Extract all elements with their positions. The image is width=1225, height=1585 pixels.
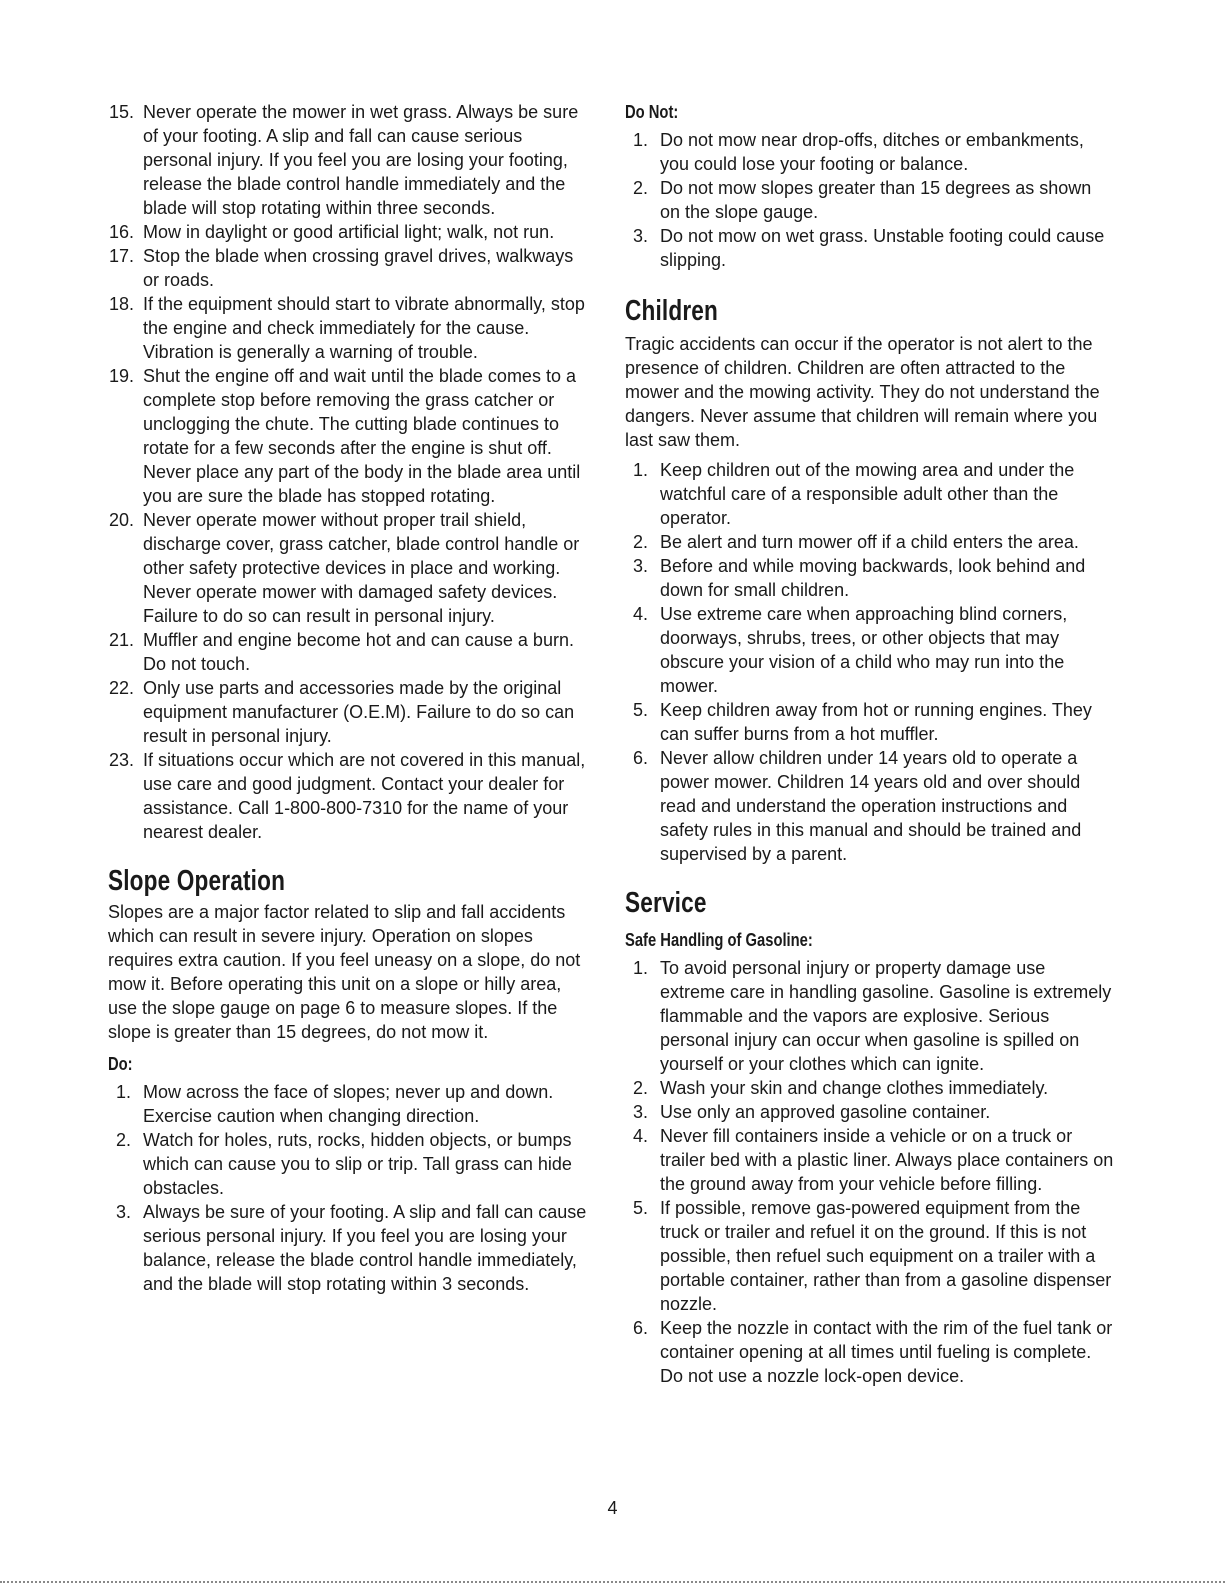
item-number: 5. [632,700,648,720]
item-text: If the equipment should start to vibrate abnormally, stop the engine and check immediately for the cause. Vibration is generally a warning of trouble. [143,294,585,362]
left-column [108,100,592,1296]
slope-operation-heading: Slope Operation [108,865,286,897]
children-paragraph: Tragic accidents can occur if the operator is not alert to the presence of children. Children are often attracted to the mower and the mowing activity. They do not understand the dangers. Never assume that children will remain where you last saw them. [625,334,1100,450]
item-number: 4. [632,604,648,624]
list-item [108,628,592,676]
list-item [625,1124,1115,1196]
list-item [108,364,592,508]
item-text: Shut the engine off and wait until the blade comes to a complete stop before removing the grass catcher or unclogging the chute. The cutting blade continues to rotate for a few seconds after the engine is shut off. Never place any part of the body in the blade area until you are sure the blade has stopped rotating. [143,366,581,506]
list-item [108,1080,592,1128]
item-text: Do not mow near drop-offs, ditches or embankments, you could lose your footing or balance. [660,130,1084,174]
item-number: 22. [108,678,134,698]
item-text: Keep children away from hot or running engines. They can suffer burns from a hot muffler. [660,700,1092,744]
item-text: Do not mow on wet grass. Unstable footing could cause slipping. [660,226,1105,270]
item-text: Stop the blade when crossing gravel drives, walkways or roads. [143,246,574,290]
right-column [625,100,1115,1388]
item-text: Mow in daylight or good artificial light; walk, not run. [143,222,555,242]
item-text: Watch for holes, ruts, rocks, hidden objects, or bumps which can cause you to slip or trip. Tall grass can hide obstacles. [143,1130,572,1198]
item-text: Before and while moving backwards, look behind and down for small children. [660,556,1086,600]
item-number: 2. [115,1130,131,1150]
item-number: 2. [632,1078,648,1098]
item-number: 17. [108,246,134,266]
gasoline-list [625,956,1115,1388]
item-text: Only use parts and accessories made by the original equipment manufacturer (O.E.M). Failure to do so can result in personal injury. [143,678,575,746]
item-text: Be alert and turn mower off if a child enters the area. [660,532,1079,552]
item-text: Muffler and engine become hot and can cause a burn. Do not touch. [143,630,574,674]
item-text: If situations occur which are not covered in this manual, use care and good judgment. Contact your dealer for assistance. Call 1-800-800-7310 for the name of your nearest dealer. [143,750,586,842]
item-text: Always be sure of your footing. A slip and fall can cause serious personal injury. If you feel you are losing your balance, release the blade control handle immediately, and the blade will stop rotating within 3 seconds. [143,1202,587,1294]
list-item [625,128,1115,176]
list-item [625,1196,1115,1316]
list-item [625,554,1115,602]
page-number: 4 [607,1498,618,1518]
list-item [625,698,1115,746]
children-heading: Children [625,295,718,327]
item-number: 3. [632,226,648,246]
list-item [108,100,592,220]
item-text: Keep the nozzle in contact with the rim of the fuel tank or container opening at all times until fueling is complete. Do not use a nozzle lock-open device. [660,1318,1113,1386]
slope-do-not-list [625,128,1115,272]
list-item [625,1100,1115,1124]
item-number: 4. [632,1126,648,1146]
list-item [625,956,1115,1076]
list-item [108,1200,592,1296]
slope-do-list [108,1080,592,1296]
item-text: Mow across the face of slopes; never up and down. Exercise caution when changing direction. [143,1082,554,1126]
item-text: Use only an approved gasoline container. [660,1102,991,1122]
list-item [108,220,592,244]
item-number: 3. [632,556,648,576]
item-number: 20. [108,510,134,530]
list-item [625,602,1115,698]
safe-handling-gasoline-heading: Safe Handling of Gasoline: [625,930,813,950]
item-number: 3. [115,1202,131,1222]
scan-edge-rule [0,1581,1225,1583]
item-number: 3. [632,1102,648,1122]
item-number: 2. [632,532,648,552]
item-number: 1. [632,958,648,978]
item-number: 2. [632,178,648,198]
item-number: 19. [108,366,134,386]
item-number: 21. [108,630,134,650]
list-item [625,1076,1115,1100]
item-number: 16. [108,222,134,242]
item-text: Use extreme care when approaching blind corners, doorways, shrubs, trees, or other objects that may obscure your vision of a child who may run into the mower. [660,604,1068,696]
item-number: 6. [632,748,648,768]
item-number: 1. [632,130,648,150]
list-item [108,244,592,292]
list-item [625,458,1115,530]
safety-rules-list [108,100,592,844]
item-text: Do not mow slopes greater than 15 degrees as shown on the slope gauge. [660,178,1092,222]
list-item [625,1316,1115,1388]
item-number: 5. [632,1198,648,1218]
item-text: Keep children out of the mowing area and under the watchful care of a responsible adult other than the operator. [660,460,1075,528]
item-text: Never operate the mower in wet grass. Always be sure of your footing. A slip and fall can cause serious personal injury. If you feel you are losing your footing, release the blade control handle immediately and the blade will stop rotating within three seconds. [143,102,579,218]
list-item [625,746,1115,866]
item-number: 15. [108,102,134,122]
item-text: If possible, remove gas-powered equipment from the truck or trailer and refuel it on the ground. If this is not possible, then refuel such equipment on a trailer with a portable container, rather than from a gasoline dispenser nozzle. [660,1198,1112,1314]
list-item [108,292,592,364]
item-text: Wash your skin and change clothes immediately. [660,1078,1049,1098]
item-number: 18. [108,294,134,314]
list-item [625,176,1115,224]
item-text: To avoid personal injury or property damage use extreme care in handling gasoline. Gasoline is extremely flammable and the vapors are explosive. Serious personal injury can occur when gasoline is spilled on yourself or your clothes which can ignite. [660,958,1112,1074]
item-text: Never allow children under 14 years old to operate a power mower. Children 14 years old and over should read and understand the operation instructions and safety rules in this manual and should be trained and supervised by a parent. [660,748,1082,864]
item-text: Never operate mower without proper trail shield, discharge cover, grass catcher, blade control handle or other safety protective devices in place and working. Never operate mower with damaged safety devices. Failure to do so can result in personal injury. [143,510,580,626]
item-number: 1. [115,1082,131,1102]
item-number: 6. [632,1318,648,1338]
do-heading: Do: [108,1054,133,1074]
children-list [625,458,1115,866]
list-item [108,1128,592,1200]
service-heading: Service [625,887,707,919]
list-item [108,508,592,628]
list-item [625,530,1115,554]
item-number: 23. [108,750,134,770]
item-number: 1. [632,460,648,480]
do-not-heading: Do Not: [625,102,679,122]
list-item [108,748,592,844]
list-item [108,676,592,748]
item-text: Never fill containers inside a vehicle or on a truck or trailer bed with a plastic liner. Always place containers on the ground away from your vehicle before filling. [660,1126,1114,1194]
slope-operation-paragraph: Slopes are a major factor related to slip and fall accidents which can result in severe injury. Operation on slopes requires extra caution. If you feel uneasy on a slope, do not mow it. Before operating this unit on a slope or hilly area, use the slope gauge on page 6 to measure slopes. If the slope is greater than 15 degrees, do not mow it. [108,902,581,1042]
list-item [625,224,1115,272]
